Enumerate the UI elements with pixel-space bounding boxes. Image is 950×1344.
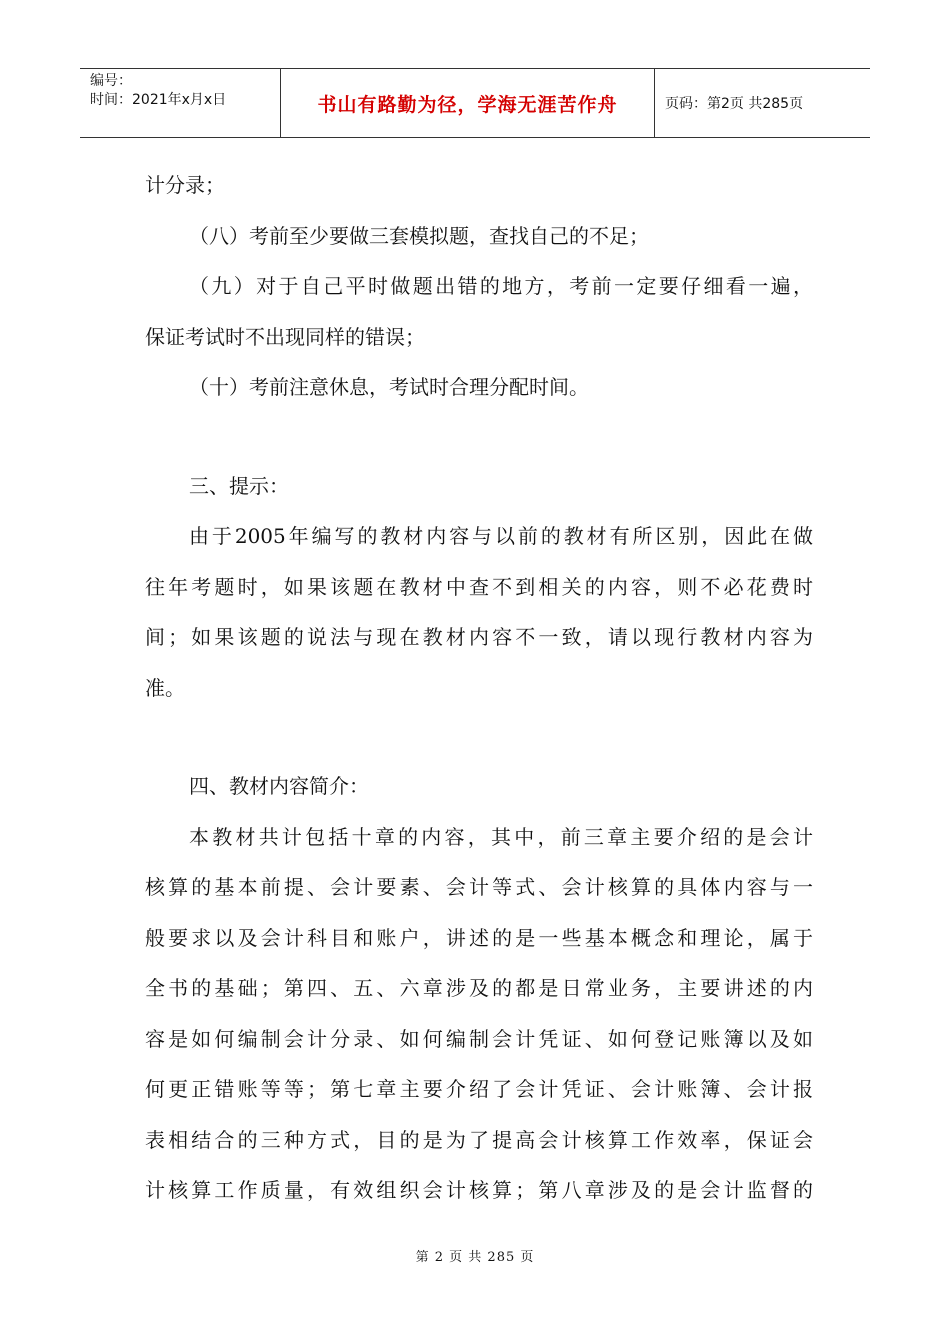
section-heading: 四、教材内容简介： [189, 774, 369, 798]
body-line: 核算的基本前提、会计要素、会计等式、会计核算的具体内容与一 [145, 875, 813, 899]
body-line: 般要求以及会计科目和账户，讲述的是一些基本概念和理论，属于 [145, 925, 813, 950]
body-line: 准。 [145, 675, 185, 700]
header-meta [80, 69, 281, 137]
body-line: 何更正错账等等；第七章主要介绍了会计凭证、会计账簿、会计报 [145, 1077, 813, 1101]
date-label: 时间：2021年x月x日 [90, 92, 227, 108]
document-body [145, 160, 813, 1216]
body-line: 保证考试时不出现同样的错误； [145, 324, 425, 349]
section-heading: 三、提示： [189, 473, 289, 498]
page-footer: 第 2 页 共 285 页 [415, 1250, 535, 1265]
serial-number-label: 编号： [90, 73, 132, 89]
page-header [80, 68, 870, 138]
body-line: （九）对于自己平时做题出错的地方，考前一定要仔细看一遍， [189, 274, 813, 298]
body-line: 间；如果该题的说法与现在教材内容不一致，请以现行教材内容为 [145, 625, 813, 649]
body-line: （八）考前至少要做三套模拟题，查找自己的不足； [189, 223, 649, 248]
body-line: 计分录； [145, 173, 225, 197]
section-gap [145, 713, 813, 761]
body-line: 容是如何编制会计分录、如何编制会计凭证、如何登记账簿以及如 [145, 1026, 813, 1051]
body-line: 全书的基础；第四、五、六章涉及的都是日常业务，主要讲述的内 [145, 976, 813, 1000]
body-line: 本教材共计包括十章的内容，其中，前三章主要介绍的是会计 [189, 824, 813, 849]
body-line: 表相结合的三种方式，目的是为了提高会计核算工作效率，保证会 [145, 1127, 813, 1152]
section-gap [145, 413, 813, 461]
body-line: 由于2005年编写的教材内容与以前的教材有所区别，因此在做 [189, 524, 813, 548]
body-line: 往年考题时，如果该题在教材中查不到相关的内容，则不必花费时 [145, 574, 813, 599]
header-motto: 书山有路勤为径，学海无涯苦作舟 [281, 69, 655, 137]
body-line: 计核算工作质量，有效组织会计核算；第八章涉及的是会计监督的 [145, 1178, 813, 1202]
body-line: （十）考前注意休息，考试时合理分配时间。 [189, 375, 589, 399]
header-page-info: 页码：第2页 共285页 [665, 96, 804, 112]
